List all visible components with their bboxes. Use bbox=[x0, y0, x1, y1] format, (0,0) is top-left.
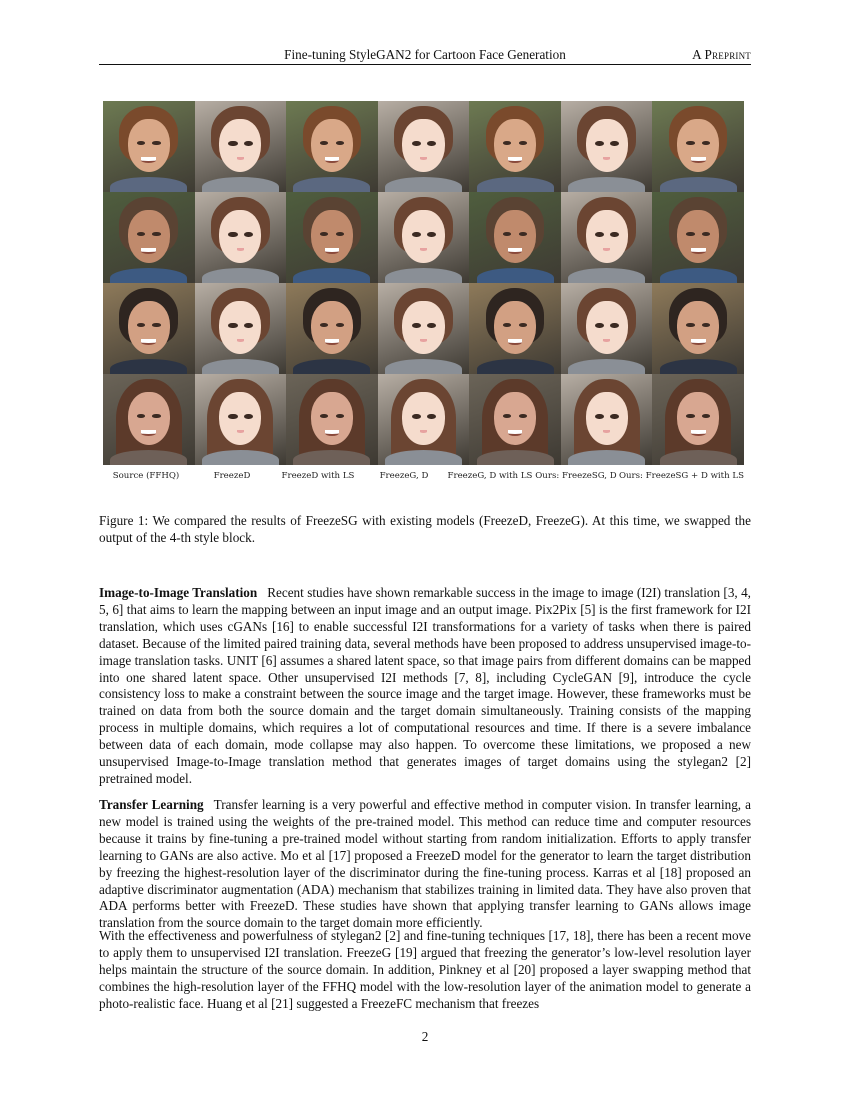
eye-shape bbox=[320, 232, 328, 236]
shirt-shape bbox=[110, 268, 187, 283]
shirt-shape bbox=[202, 359, 279, 374]
mouth-shape bbox=[237, 157, 244, 159]
eye-shape bbox=[320, 323, 328, 327]
shirt-shape bbox=[477, 177, 554, 192]
column-label: FreezeG, D with LS bbox=[447, 471, 533, 481]
running-header bbox=[99, 46, 751, 65]
mouth-shape bbox=[691, 157, 706, 163]
mouth-shape bbox=[237, 248, 244, 250]
figure-image-r4-c1 bbox=[103, 374, 195, 465]
column-label: FreezeD bbox=[213, 471, 251, 481]
figure-image-r4-c3 bbox=[286, 374, 378, 465]
eye-shape bbox=[137, 323, 145, 327]
eye-shape bbox=[686, 323, 694, 327]
figure-image-r2-c3 bbox=[286, 192, 378, 283]
shirt-shape bbox=[660, 177, 737, 192]
face-shape bbox=[677, 392, 719, 445]
mouth-shape bbox=[420, 248, 427, 250]
face-shape bbox=[494, 210, 536, 263]
eye-shape bbox=[702, 323, 710, 327]
shirt-shape bbox=[293, 177, 370, 192]
section-heading: Transfer Learning bbox=[99, 797, 204, 812]
shirt-shape bbox=[568, 450, 645, 465]
section-image-to-image-translation bbox=[99, 585, 751, 788]
face-shape bbox=[311, 210, 353, 263]
figure-image-r2-c1 bbox=[103, 192, 195, 283]
eye-shape bbox=[137, 414, 145, 418]
figure-1-image-grid bbox=[103, 101, 744, 465]
figure-image-r4-c4 bbox=[378, 374, 470, 465]
shirt-shape bbox=[568, 177, 645, 192]
face-shape bbox=[128, 210, 170, 263]
figure-image-r2-c5 bbox=[469, 192, 561, 283]
face-shape bbox=[586, 119, 628, 172]
figure-image-r1-c1 bbox=[103, 101, 195, 192]
figure-image-r2-c2 bbox=[195, 192, 287, 283]
figure-caption: Figure 1: We compared the results of FreezeSG with existing models (FreezeD, FreezeG). At this time, we swapped the output of the 4-th style block. bbox=[99, 513, 751, 545]
figure-image-r3-c6 bbox=[561, 283, 653, 374]
column-label: Source (FFHQ) bbox=[112, 471, 180, 481]
eye-shape bbox=[503, 141, 511, 145]
figure-image-r1-c5 bbox=[469, 101, 561, 192]
shirt-shape bbox=[660, 268, 737, 283]
eye-shape bbox=[336, 141, 344, 145]
mouth-shape bbox=[691, 248, 706, 254]
column-label: Ours: FreezeSG + D with LS bbox=[618, 471, 744, 481]
mouth-shape bbox=[420, 157, 427, 159]
shirt-shape bbox=[293, 359, 370, 374]
shirt-shape bbox=[660, 450, 737, 465]
figure-image-r2-c7 bbox=[652, 192, 744, 283]
eye-shape bbox=[336, 232, 344, 236]
column-label: FreezeG, D bbox=[379, 471, 429, 481]
eye-shape bbox=[137, 141, 145, 145]
eye-shape bbox=[336, 414, 344, 418]
eye-shape bbox=[503, 414, 511, 418]
face-shape bbox=[494, 392, 536, 445]
face-shape bbox=[402, 119, 444, 172]
figure-image-r2-c6 bbox=[561, 192, 653, 283]
shirt-shape bbox=[293, 268, 370, 283]
face-shape bbox=[128, 301, 170, 354]
eye-shape bbox=[519, 323, 527, 327]
figure-image-r4-c7 bbox=[652, 374, 744, 465]
figure-image-r1-c4 bbox=[378, 101, 470, 192]
column-label: Ours: FreezeSG, D bbox=[535, 471, 617, 481]
shirt-shape bbox=[110, 177, 187, 192]
section-transfer-learning bbox=[99, 797, 751, 932]
eye-shape bbox=[137, 232, 145, 236]
section-body: Recent studies have shown remarkable success in the image to image (I2I) translation [3, 4, 5, 6] that aims to learn the mapping between an input image and an output image. Pix2Pix [5] is the first framework for I2I translation, which uses cGANs [16] to enable successful I2I transformations for a variety of tasks when there is paired dataset. Because of the limited paired training data, several methods have been proposed to address unsupervised image-to-image translation tasks. UNIT [6] assumes a shared latent space, so that image pairs from different domains can be mapped into one shared latent space. Other unsupervised I2I methods [7, 8], including CycleGAN [9], introduce the cycle consistency loss to make a constraint between the source image and the target image. However, these frameworks must be trained on data from both the source domain and the target domain simultaneously. Training consists of the mapping process in multiple domains, which requires a lot of computational resources and time. If there is a severe imbalance between data of each domain, mode collapse may also happen. To overcome these limitations, we proposed a new unsupervised Image-to-Image translation method that generates images of target domains using the stylegan2 [2] pretrained model. bbox=[99, 585, 751, 786]
mouth-shape bbox=[603, 157, 610, 159]
paragraph-stylegan2-i2i bbox=[99, 928, 751, 1013]
eye-shape bbox=[152, 414, 160, 418]
mouth-shape bbox=[237, 339, 244, 341]
shirt-shape bbox=[202, 450, 279, 465]
eye-shape bbox=[702, 232, 710, 236]
section-body: Transfer learning is a very powerful and effective method in computer vision. In transfer learning, a new model is trained using the weights of the pre-trained model. This method can reduce time and computer resources because it trains by fine-tuning a pre-trained model without starting from random initialization. Efforts to apply transfer learning to GANs are also active. Mo et al [17] proposed a FreezeD model for the generator to learn the target distribution by freezing the highest-resolution layer of the discriminator during the fine-tuning process. Karras et al [18] proposed an adaptive discriminator augmentation (ADA) mechanism that stabilizes training in limited data. They have also proven that ADA performs better with FreezeD. These studies have shown that applying transfer learning to GANs allows image translation from the source domain to the target domain more efficiently. bbox=[99, 797, 751, 931]
face-shape bbox=[128, 392, 170, 445]
figure-image-r3-c5 bbox=[469, 283, 561, 374]
figure-image-r3-c1 bbox=[103, 283, 195, 374]
eye-shape bbox=[686, 141, 694, 145]
face-shape bbox=[311, 119, 353, 172]
shirt-shape bbox=[385, 450, 462, 465]
shirt-shape bbox=[202, 268, 279, 283]
mouth-shape bbox=[691, 430, 706, 436]
section-heading: Image-to-Image Translation bbox=[99, 585, 258, 600]
eye-shape bbox=[336, 323, 344, 327]
shirt-shape bbox=[385, 268, 462, 283]
eye-shape bbox=[519, 414, 527, 418]
shirt-shape bbox=[477, 359, 554, 374]
figure-image-r3-c7 bbox=[652, 283, 744, 374]
mouth-shape bbox=[420, 430, 427, 432]
paper-title: Fine-tuning StyleGAN2 for Cartoon Face Generation bbox=[284, 47, 566, 62]
eye-shape bbox=[320, 414, 328, 418]
shirt-shape bbox=[568, 359, 645, 374]
mouth-shape bbox=[420, 339, 427, 341]
mouth-shape bbox=[691, 339, 706, 345]
eye-shape bbox=[152, 323, 160, 327]
eye-shape bbox=[686, 232, 694, 236]
mouth-shape bbox=[603, 339, 610, 341]
figure-image-r4-c2 bbox=[195, 374, 287, 465]
face-shape bbox=[402, 210, 444, 263]
shirt-shape bbox=[293, 450, 370, 465]
shirt-shape bbox=[385, 177, 462, 192]
shirt-shape bbox=[660, 359, 737, 374]
mouth-shape bbox=[603, 430, 610, 432]
paragraph-body: With the effectiveness and powerfulness of stylegan2 [2] and fine-tuning techniques [17, 18], there has been a recent move to apply them to unsupervised I2I translation. FreezeG [19] argued that freezing the generator’s low-level resolution layer helps maintain the structure of the source domain. In addition, Pinkney et al [20] proposed a layer swapping method that combines the high-resolution layer of the FFHQ model with the low-resolution layer of the animation model to generate a photo-realistic face. Huang et al [21] suggested a FreezeFC mechanism that freezes bbox=[99, 928, 751, 1011]
face-shape bbox=[586, 210, 628, 263]
figure-column-labels bbox=[103, 471, 744, 485]
eye-shape bbox=[519, 232, 527, 236]
page-number: 2 bbox=[421, 1029, 429, 1044]
face-shape bbox=[494, 301, 536, 354]
figure-image-r2-c4 bbox=[378, 192, 470, 283]
figure-image-r4-c6 bbox=[561, 374, 653, 465]
face-shape bbox=[311, 301, 353, 354]
shirt-shape bbox=[568, 268, 645, 283]
eye-shape bbox=[519, 141, 527, 145]
column-label: FreezeD with LS bbox=[281, 471, 355, 481]
eye-shape bbox=[503, 323, 511, 327]
mouth-shape bbox=[237, 430, 244, 432]
face-shape bbox=[677, 210, 719, 263]
figure-image-r3-c3 bbox=[286, 283, 378, 374]
face-shape bbox=[311, 392, 353, 445]
eye-shape bbox=[686, 414, 694, 418]
eye-shape bbox=[320, 141, 328, 145]
shirt-shape bbox=[110, 359, 187, 374]
face-shape bbox=[586, 301, 628, 354]
shirt-shape bbox=[202, 177, 279, 192]
figure-image-r1-c6 bbox=[561, 101, 653, 192]
preprint-tag: A Preprint bbox=[692, 47, 751, 62]
figure-image-r4-c5 bbox=[469, 374, 561, 465]
face-shape bbox=[677, 119, 719, 172]
face-shape bbox=[586, 392, 628, 445]
mouth-shape bbox=[603, 248, 610, 250]
figure-image-r1-c7 bbox=[652, 101, 744, 192]
face-shape bbox=[677, 301, 719, 354]
shirt-shape bbox=[385, 359, 462, 374]
eye-shape bbox=[503, 232, 511, 236]
figure-image-r3-c4 bbox=[378, 283, 470, 374]
shirt-shape bbox=[110, 450, 187, 465]
shirt-shape bbox=[477, 450, 554, 465]
shirt-shape bbox=[477, 268, 554, 283]
eye-shape bbox=[702, 141, 710, 145]
eye-shape bbox=[702, 414, 710, 418]
figure-image-r1-c3 bbox=[286, 101, 378, 192]
face-shape bbox=[494, 119, 536, 172]
figure-image-r1-c2 bbox=[195, 101, 287, 192]
figure-image-r3-c2 bbox=[195, 283, 287, 374]
face-shape bbox=[402, 392, 444, 445]
eye-shape bbox=[152, 232, 160, 236]
face-shape bbox=[402, 301, 444, 354]
eye-shape bbox=[152, 141, 160, 145]
face-shape bbox=[128, 119, 170, 172]
